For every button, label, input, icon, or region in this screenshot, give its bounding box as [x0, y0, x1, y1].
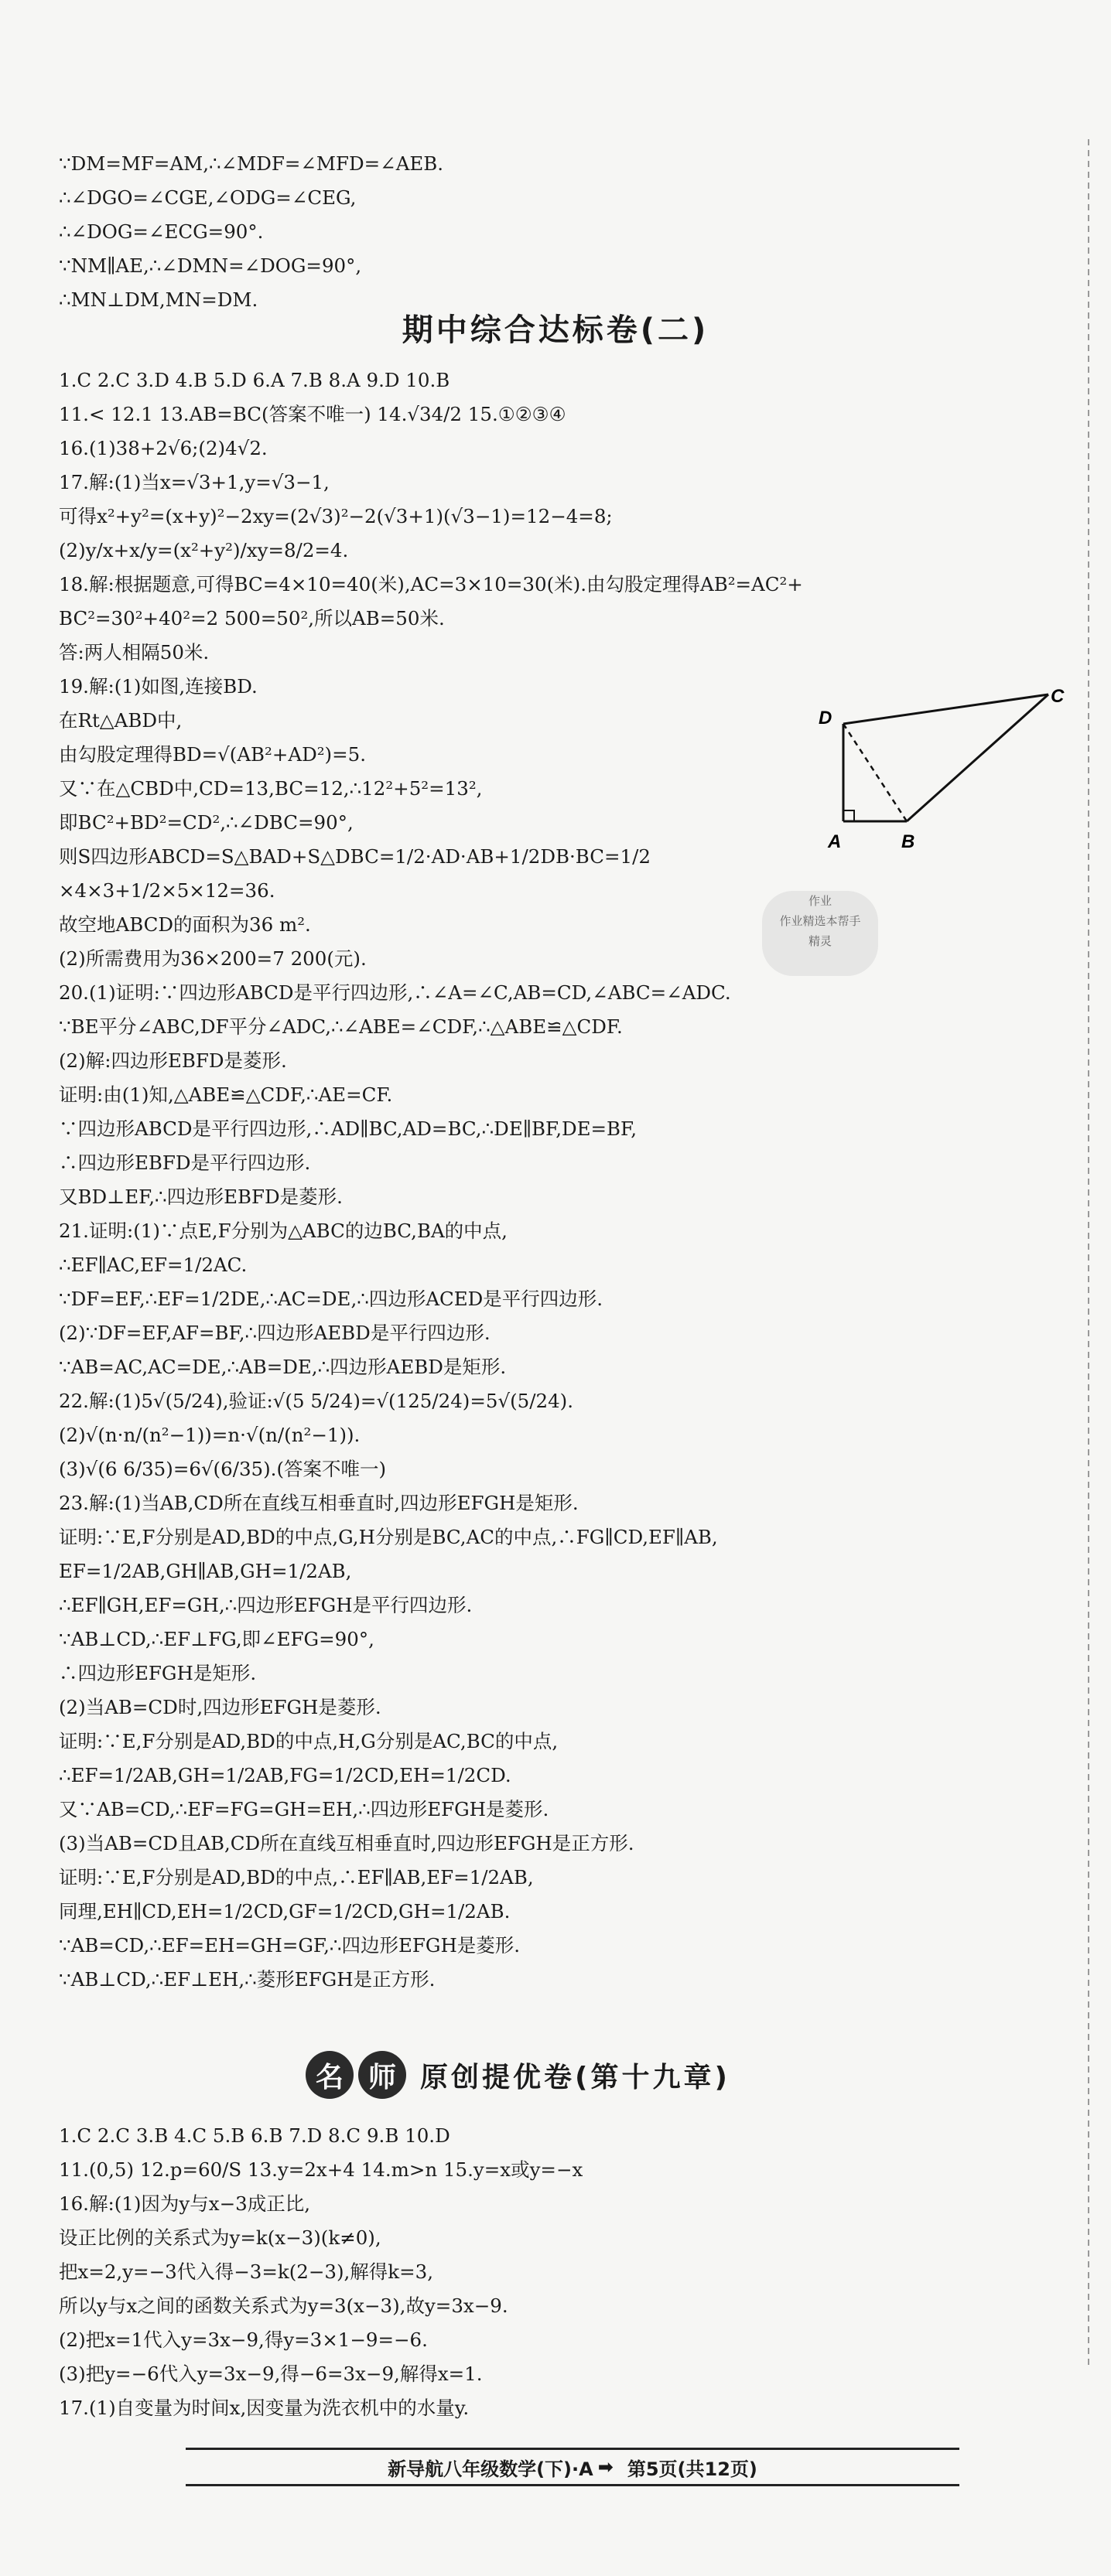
text-line: 证明:∵E,F分别是AD,BD的中点,∴EF∥AB,EF=1/2AB, — [59, 1866, 534, 1888]
text-line: 17.(1)自变量为时间x,因变量为洗衣机中的水量y. — [59, 2397, 470, 2419]
label-c: C — [1051, 688, 1065, 707]
text-line: ∵NM∥AE,∴∠DMN=∠DOG=90°, — [59, 254, 362, 277]
text-line: 在Rt△ABD中, — [59, 709, 183, 732]
text-line: 证明:∵E,F分别是AD,BD的中点,G,H分别是BC,AC的中点,∴FG∥CD,EF∥AB, — [59, 1526, 718, 1548]
text-line: 1.C 2.C 3.B 4.C 5.B 6.B 7.D 8.C 9.B 10.D — [59, 2124, 450, 2147]
text-line: 可得x²+y²=(x+y)²−2xy=(2√3)²−2(√3+1)(√3−1)=12−4=8; — [59, 505, 613, 527]
badge-ming: 名 — [306, 2051, 354, 2099]
text-line: 1.C 2.C 3.D 4.B 5.D 6.A 7.B 8.A 9.D 10.B — [59, 369, 450, 391]
text-line: 证明:由(1)知,△ABE≌△CDF,∴AE=CF. — [59, 1083, 393, 1106]
quadrilateral-figure — [805, 688, 1068, 858]
text-line: 把x=2,y=−3代入得−3=k(2−3),解得k=3, — [59, 2260, 434, 2283]
text-line: 设正比例的关系式为y=k(x−3)(k≠0), — [59, 2226, 381, 2249]
text-line: ∵AB=CD,∴EF=EH=GH=GF,∴四边形EFGH是菱形. — [59, 1934, 521, 1957]
text-line: ∴EF∥AC,EF=1/2AC. — [59, 1254, 248, 1276]
edge-dc — [843, 694, 1048, 724]
text-line: ∵AB⊥CD,∴EF⊥EH,∴菱形EFGH是正方形. — [59, 1968, 436, 1991]
label-d: D — [819, 708, 832, 728]
text-line: 答:两人相隔50米. — [59, 641, 210, 664]
text-line: ∴∠DOG=∠ECG=90°. — [59, 220, 264, 243]
text-line: (3)当AB=CD且AB,CD所在直线互相垂直时,四边形EFGH是正方形. — [59, 1832, 634, 1854]
text-line: ∴四边形EBFD是平行四边形. — [59, 1152, 311, 1174]
midterm-answers — [59, 363, 1065, 1997]
text-line: 由勾股定理得BD=√(AB²+AD²)=5. — [59, 743, 367, 766]
text-line: ∵DM=MF=AM,∴∠MDF=∠MFD=∠AEB. — [59, 152, 444, 175]
text-line: 21.证明:(1)∵点E,F分别为△ABC的边BC,BA的中点, — [59, 1220, 508, 1242]
stamp-line: 精灵 — [808, 934, 832, 948]
text-line: 证明:∵E,F分别是AD,BD的中点,H,G分别是AC,BC的中点, — [59, 1730, 559, 1752]
watermark-stamp — [762, 891, 878, 976]
right-angle-mark — [843, 810, 854, 821]
text-line: 故空地ABCD的面积为36 m². — [59, 913, 311, 936]
text-line: ∵四边形ABCD是平行四边形,∴AD∥BC,AD=BC,∴DE∥BF,DE=BF, — [59, 1117, 638, 1140]
section2-title: 原创提优卷(第十九章) — [420, 2061, 730, 2093]
text-line: (2)√(n·n/(n²−1))=n·√(n/(n²−1)). — [59, 1424, 361, 1446]
section-title-original — [306, 2048, 730, 2102]
text-line: 所以y与x之间的函数关系式为y=3(x−3),故y=3x−9. — [59, 2295, 508, 2317]
text-line: ∴EF∥GH,EF=GH,∴四边形EFGH是平行四边形. — [59, 1594, 473, 1616]
text-line: ∴MN⊥DM,MN=DM. — [59, 288, 258, 311]
text-line: 即BC²+BD²=CD²,∴∠DBC=90°, — [59, 811, 354, 834]
section-title-midterm: 期中综合达标卷(二) — [402, 312, 709, 348]
text-line: (3)√(6 6/35)=6√(6/35).(答案不唯一) — [59, 1458, 387, 1480]
text-line: ∵DF=EF,∴EF=1/2DE,∴AC=DE,∴四边形ACED是平行四边形. — [59, 1288, 603, 1310]
text-line: BC²=30²+40²=2 500=50²,所以AB=50米. — [59, 607, 445, 629]
text-line: (3)把y=−6代入y=3x−9,得−6=3x−9,解得x=1. — [59, 2363, 483, 2385]
text-line: 则S四边形ABCD=S△BAD+S△DBC=1/2·AD·AB+1/2DB·BC=1/2 — [59, 845, 651, 868]
text-line: ∴∠DGO=∠CGE,∠ODG=∠CEG, — [59, 186, 357, 209]
text-line: 23.解:(1)当AB,CD所在直线互相垂直时,四边形EFGH是矩形. — [59, 1492, 579, 1514]
text-line: (2)解:四边形EBFD是菱形. — [59, 1049, 287, 1072]
stamp-line: 作业 — [808, 894, 832, 908]
text-line: 20.(1)证明:∵四边形ABCD是平行四边形,∴∠A=∠C,AB=CD,∠ABC=∠ADC. — [59, 981, 731, 1004]
previous-solution-continuation — [59, 147, 1065, 317]
text-line: 又BD⊥EF,∴四边形EBFD是菱形. — [59, 1186, 343, 1208]
text-line: 16.解:(1)因为y与x−3成正比, — [59, 2192, 310, 2215]
text-line: 11.< 12.1 13.AB=BC(答案不唯一) 14.√34/2 15.①②③④ — [59, 403, 566, 425]
text-line: (2)把x=1代入y=3x−9,得y=3×1−9=−6. — [59, 2329, 428, 2351]
text-line: ∴四边形EFGH是矩形. — [59, 1662, 257, 1684]
text-line: 17.解:(1)当x=√3+1,y=√3−1, — [59, 471, 330, 493]
text-line: (2)所需费用为36×200=7 200(元). — [59, 947, 367, 970]
text-line: 16.(1)38+2√6;(2)4√2. — [59, 437, 268, 459]
text-line: 19.解:(1)如图,连接BD. — [59, 675, 258, 698]
text-line: 11.(0,5) 12.p=60/S 13.y=2x+4 14.m>n 15.y=x或y=−x — [59, 2158, 583, 2181]
text-line: (2)y/x+x/y=(x²+y²)/xy=8/2=4. — [59, 539, 349, 561]
label-b: B — [901, 831, 915, 852]
footer-book-title: 新导航八年级数学(下)·A — [388, 2458, 593, 2480]
text-line: 22.解:(1)5√(5/24),验证:√(5 5/24)=√(125/24)=5√(5/24). — [59, 1390, 574, 1412]
text-line: 又∵在△CBD中,CD=13,BC=12,∴12²+5²=13², — [59, 777, 483, 800]
text-line: ×4×3+1/2×5×12=36. — [59, 879, 275, 902]
text-line: 同理,EH∥CD,EH=1/2CD,GF=1/2CD,GH=1/2AB. — [59, 1900, 511, 1923]
text-line: (2)当AB=CD时,四边形EFGH是菱形. — [59, 1696, 381, 1718]
text-line: 18.解:根据题意,可得BC=4×10=40(米),AC=3×10=30(米).由勾股定理得AB²=AC²+ — [59, 573, 803, 595]
label-a: A — [828, 831, 842, 852]
text-line: ∵AB⊥CD,∴EF⊥FG,即∠EFG=90°, — [59, 1628, 374, 1650]
text-line: ∵BE平分∠ABC,DF平分∠ADC,∴∠ABE=∠CDF,∴△ABE≌△CDF. — [59, 1015, 623, 1038]
chapter19-answers — [59, 2119, 1065, 2425]
stamp-line: 作业精选本帮手 — [779, 914, 861, 928]
diagonal-bd — [843, 724, 907, 821]
arrow-right-icon: ➡ — [597, 2456, 614, 2478]
footer-page-number: 第5页(共12页) — [627, 2458, 757, 2480]
margin-dashed-line — [1088, 139, 1089, 2366]
page-footer — [186, 2448, 959, 2486]
text-line: ∵AB=AC,AC=DE,∴AB=DE,∴四边形AEBD是矩形. — [59, 1356, 507, 1378]
edge-cb — [907, 694, 1048, 821]
text-line: 又∵AB=CD,∴EF=FG=GH=EH,∴四边形EFGH是菱形. — [59, 1798, 549, 1820]
text-line: ∴EF=1/2AB,GH=1/2AB,FG=1/2CD,EH=1/2CD. — [59, 1764, 511, 1786]
text-line: (2)∵DF=EF,AF=BF,∴四边形AEBD是平行四边形. — [59, 1322, 491, 1344]
badge-shi: 师 — [358, 2051, 406, 2099]
text-line: EF=1/2AB,GH∥AB,GH=1/2AB, — [59, 1560, 352, 1582]
